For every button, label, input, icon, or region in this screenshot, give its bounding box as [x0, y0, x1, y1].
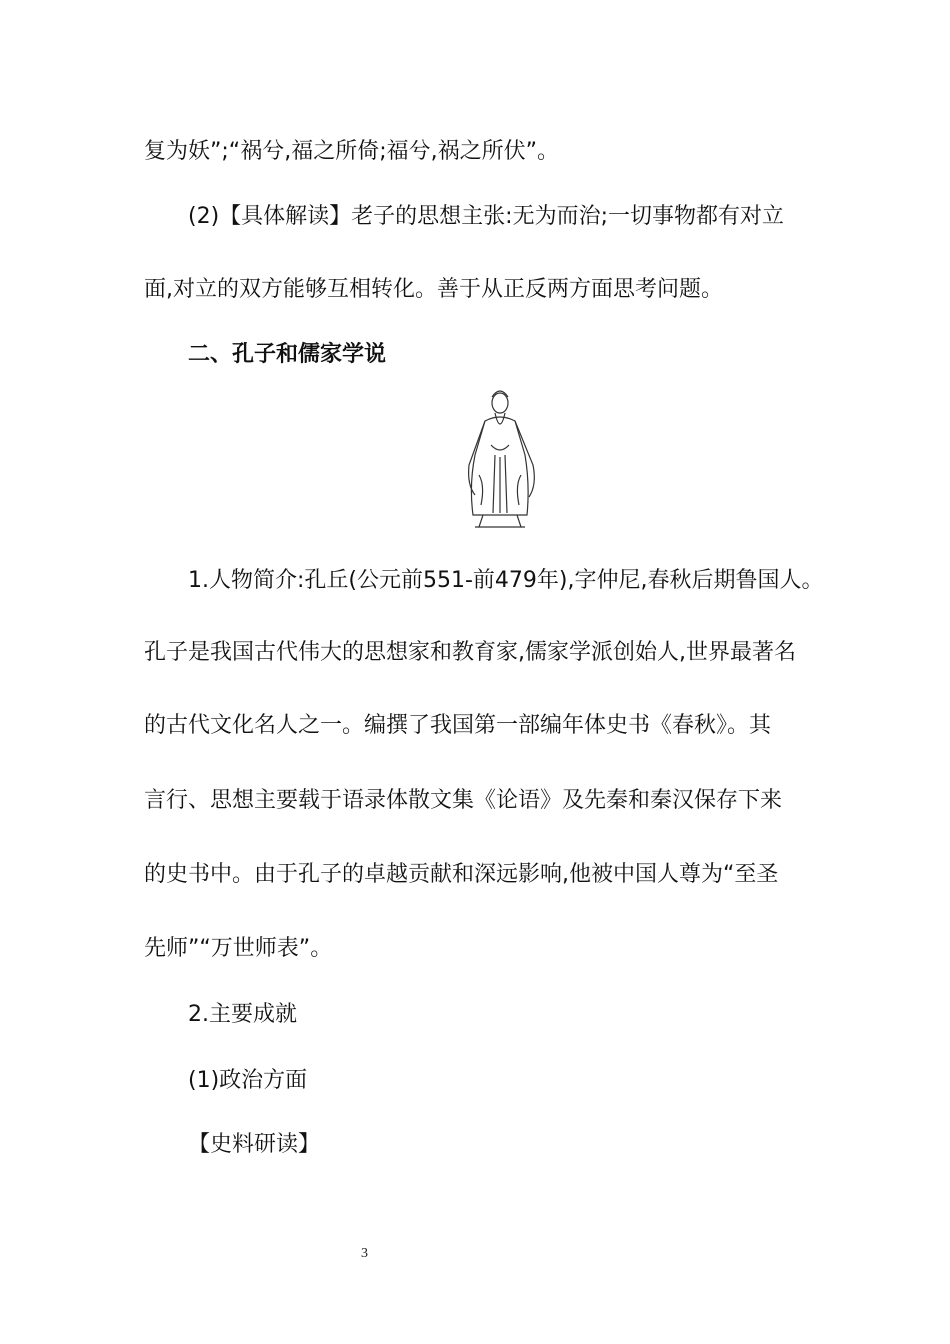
text-line-6: 孔子是我国古代伟大的思想家和教育家,儒家学派创始人,世界最著名: [144, 640, 796, 665]
text-line-2: (2)【具体解读】老子的思想主张:无为而治;一切事物都有对立: [188, 204, 784, 229]
text-line-11: 2.主要成就: [188, 1002, 297, 1027]
text-line-7: 的古代文化名人之一。编撰了我国第一部编年体史书《春秋》。其: [144, 713, 772, 738]
text-line-1: 复为妖”;“祸兮,福之所倚;福兮,祸之所伏”。: [144, 139, 560, 164]
confucius-portrait-icon: [455, 385, 545, 530]
text-line-3: 面,对立的双方能够互相转化。善于从正反两方面思考问题。: [144, 277, 723, 302]
text-line-12: (1)政治方面: [188, 1068, 308, 1093]
page-number-text: 3: [361, 1246, 368, 1261]
text-line-8: 言行、思想主要载于语录体散文集《论语》及先秦和秦汉保存下来: [144, 788, 783, 813]
section-heading: 二、孔子和儒家学说: [188, 342, 387, 367]
text-line-9: 的史书中。由于孔子的卓越贡献和深远影响,他被中国人尊为“至圣: [144, 862, 779, 887]
text-line-5: 1.人物简介:孔丘(公元前551-前479年),字仲尼,春秋后期鲁国人。: [188, 568, 824, 593]
text-line-13: 【史料研读】: [188, 1132, 321, 1157]
text-line-10: 先师”“万世师表”。: [144, 936, 333, 961]
